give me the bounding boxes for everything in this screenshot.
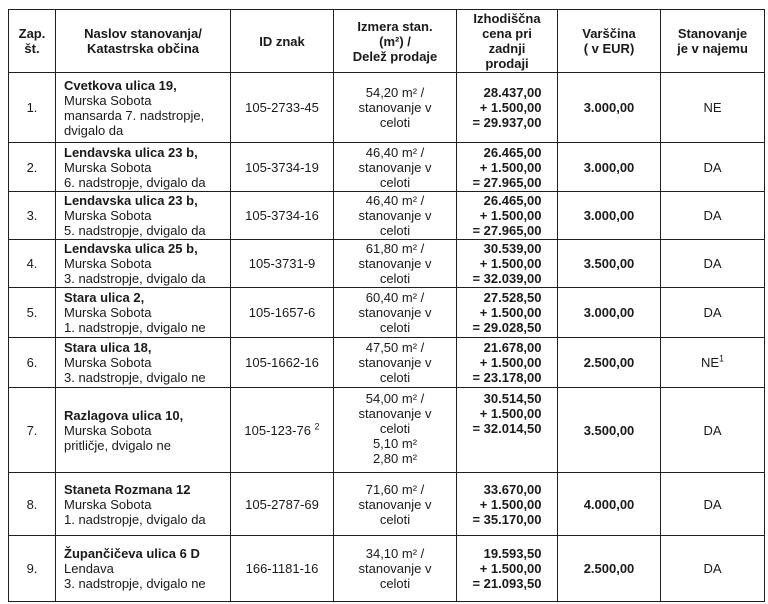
size-cell	[334, 192, 457, 240]
price-line: 27.528,50	[483, 290, 542, 305]
header-line: Naslov stanovanja/	[84, 26, 202, 41]
table-row	[9, 388, 765, 473]
header-line: (m²) /	[379, 33, 411, 49]
id-value: 105-3731-9	[248, 256, 316, 271]
address-line: dvigalo da	[64, 122, 124, 138]
address-line: Murska Sobota	[64, 422, 152, 438]
price-line: = 27.965,00	[472, 223, 542, 238]
size-line: celoti	[379, 320, 411, 335]
table-row	[9, 240, 765, 288]
deposit-cell	[558, 536, 661, 602]
row-number: 6.	[26, 355, 38, 370]
address-title: Župančičeva ulica 6 D	[64, 546, 200, 561]
table-row	[9, 536, 765, 602]
size-cell	[334, 388, 457, 473]
price-line: + 1.500,00	[479, 208, 542, 223]
header-line: Varščina	[582, 26, 636, 41]
deposit-cell	[558, 240, 661, 288]
price-block	[472, 85, 541, 130]
price-block	[472, 290, 541, 335]
row-number: 4.	[26, 256, 38, 271]
id-cell	[231, 288, 334, 338]
id-value: 105-123-76	[244, 422, 315, 438]
deposit-value: 3.500,00	[583, 256, 635, 271]
header-line: Katastrska občina	[87, 41, 199, 56]
size-line: stanovanje v	[358, 355, 432, 370]
row-number-cell	[9, 73, 56, 143]
size-line: 34,10 m² /	[365, 546, 425, 561]
address-title: Lendavska ulica 23 b,	[64, 144, 198, 160]
row-number-cell	[9, 473, 56, 536]
rented-value: DA	[703, 305, 722, 320]
table-header	[9, 10, 765, 73]
address-title: Cvetkova ulica 19,	[64, 77, 177, 93]
id-cell	[231, 473, 334, 536]
header-zap-st	[9, 10, 56, 73]
id-value: 105-1662-16	[245, 355, 319, 370]
size-line: 60,40 m² /	[365, 290, 425, 305]
address-line: 3. nadstropje, dvigalo ne	[64, 576, 206, 591]
price-line: = 29.937,00	[472, 115, 542, 130]
size-line: stanovanje v	[358, 496, 432, 512]
price-line: = 32.014,50	[472, 421, 542, 436]
rented-value: DA	[703, 561, 722, 576]
deposit-cell	[558, 73, 661, 143]
id-cell	[231, 338, 334, 388]
size-cell	[334, 73, 457, 143]
price-line: + 1.500,00	[479, 100, 542, 115]
header-line: ID znak	[259, 33, 305, 49]
size-cell	[334, 338, 457, 388]
address-cell	[56, 388, 231, 473]
price-block	[472, 340, 541, 385]
row-number-cell	[9, 288, 56, 338]
price-cell	[457, 288, 558, 338]
address-line: 3. nadstropje, dvigalo da	[64, 271, 206, 286]
size-line: celoti	[379, 370, 411, 385]
address-line: 5. nadstropje, dvigalo da	[64, 223, 206, 238]
size-line: 5,10 m²	[372, 436, 418, 451]
header-naslov	[56, 10, 231, 73]
address-cell	[56, 73, 231, 143]
size-line: stanovanje v	[358, 159, 432, 175]
rented-value: DA	[703, 422, 722, 438]
address-line: 1. nadstropje, dvigalo ne	[64, 320, 206, 335]
size-line: celoti	[379, 115, 411, 130]
price-cell	[457, 143, 558, 192]
rented-cell	[661, 288, 765, 338]
price-line: = 35.170,00	[472, 511, 542, 527]
row-number: 2.	[26, 159, 38, 175]
size-line: 71,60 m² /	[365, 481, 425, 497]
price-line: 33.670,00	[483, 481, 542, 497]
size-line: celoti	[379, 271, 411, 286]
size-cell	[334, 240, 457, 288]
header-line: zadnji	[488, 41, 526, 56]
row-number: 5.	[26, 305, 38, 320]
size-cell	[334, 536, 457, 602]
address-title: Staneta Rozmana 12	[64, 481, 191, 497]
header-line: prodaji	[485, 56, 529, 71]
address-title: Razlagova ulica 10,	[64, 407, 184, 423]
id-value: 105-3734-19	[245, 159, 319, 175]
header-line: cena pri	[482, 26, 532, 41]
size-line: 47,50 m² /	[365, 340, 425, 355]
price-line: = 27.965,00	[472, 174, 542, 190]
table-row	[9, 73, 765, 143]
size-line: celoti	[379, 174, 411, 190]
row-number-cell	[9, 192, 56, 240]
size-line: stanovanje v	[358, 561, 432, 576]
price-line: + 1.500,00	[479, 406, 542, 421]
id-cell	[231, 388, 334, 473]
row-number: 9.	[26, 561, 38, 576]
rented-cell	[661, 240, 765, 288]
table-row	[9, 192, 765, 240]
deposit-cell	[558, 388, 661, 473]
deposit-cell	[558, 288, 661, 338]
price-cell	[457, 192, 558, 240]
address-cell	[56, 473, 231, 536]
address-line: mansarda 7. nadstropje,	[64, 107, 205, 123]
row-number: 7.	[26, 422, 38, 438]
size-line: celoti	[379, 511, 411, 527]
deposit-cell	[558, 143, 661, 192]
address-line: Murska Sobota	[64, 92, 152, 108]
deposit-value: 2.500,00	[583, 561, 635, 576]
deposit-value: 2.500,00	[583, 355, 635, 370]
deposit-cell	[558, 473, 661, 536]
price-block	[472, 241, 541, 286]
header-line: Izhodiščna	[473, 11, 541, 26]
size-line: stanovanje v	[358, 208, 432, 223]
price-line: = 29.028,50	[472, 320, 542, 335]
size-line: 2,80 m²	[372, 451, 418, 466]
row-number: 8.	[26, 496, 38, 512]
price-block	[472, 193, 541, 238]
price-line: = 23.178,00	[472, 370, 542, 385]
size-line: 54,00 m² /	[365, 391, 425, 406]
address-line: Murska Sobota	[64, 305, 152, 320]
table-row	[9, 288, 765, 338]
id-cell	[231, 240, 334, 288]
rented-cell	[661, 73, 765, 143]
deposit-value: 3.000,00	[583, 208, 635, 223]
id-cell	[231, 143, 334, 192]
row-number-cell	[9, 388, 56, 473]
address-line: Lendava	[64, 561, 114, 576]
rented-value: NE	[700, 355, 720, 370]
header-najem	[661, 10, 765, 73]
address-cell	[56, 288, 231, 338]
rented-value: DA	[703, 208, 722, 223]
size-cell	[334, 288, 457, 338]
row-number: 1.	[26, 100, 38, 115]
id-value: 105-2733-45	[245, 100, 319, 115]
table-body	[9, 73, 765, 602]
header-izhodiscna-cena	[457, 10, 558, 73]
price-line: 30.539,00	[483, 241, 542, 256]
price-line: + 1.500,00	[479, 305, 542, 320]
size-line: celoti	[379, 421, 411, 436]
id-value: 105-2787-69	[245, 496, 319, 512]
address-cell	[56, 338, 231, 388]
row-number-cell	[9, 536, 56, 602]
address-cell	[56, 536, 231, 602]
id-cell	[231, 73, 334, 143]
address-line: Murska Sobota	[64, 496, 152, 512]
deposit-value: 3.000,00	[583, 100, 635, 115]
size-cell	[334, 473, 457, 536]
address-title: Lendavska ulica 23 b,	[64, 193, 198, 208]
address-line: Murska Sobota	[64, 355, 152, 370]
size-line: 46,40 m² /	[365, 193, 425, 208]
address-line: 3. nadstropje, dvigalo ne	[64, 370, 206, 385]
header-line: je v najemu	[677, 41, 748, 56]
address-cell	[56, 240, 231, 288]
price-line: 19.593,50	[483, 546, 542, 561]
header-line: Delež prodaje	[352, 48, 438, 64]
price-block	[472, 391, 541, 436]
size-line: celoti	[379, 223, 411, 238]
rented-cell	[661, 192, 765, 240]
size-line: stanovanje v	[358, 305, 432, 320]
price-block	[472, 546, 541, 591]
header-line: Zap.	[18, 26, 46, 41]
apartments-table	[8, 9, 765, 602]
row-number: 3.	[26, 208, 38, 223]
deposit-cell	[558, 338, 661, 388]
size-line: stanovanje v	[358, 256, 432, 271]
price-cell	[457, 473, 558, 536]
deposit-value: 3.000,00	[583, 305, 635, 320]
header-id-znak	[231, 10, 334, 73]
price-line: 26.465,00	[483, 144, 542, 160]
price-cell	[457, 536, 558, 602]
size-cell	[334, 143, 457, 192]
rented-cell	[661, 338, 765, 388]
id-cell	[231, 536, 334, 602]
address-line: Murska Sobota	[64, 208, 152, 223]
price-line: + 1.500,00	[479, 355, 542, 370]
price-line: + 1.500,00	[479, 256, 542, 271]
price-cell	[457, 240, 558, 288]
size-line: stanovanje v	[358, 100, 432, 115]
size-line: 61,80 m² /	[365, 241, 425, 256]
header-line: Izmera stan.	[357, 18, 433, 34]
price-cell	[457, 338, 558, 388]
price-block	[472, 145, 541, 190]
rented-value: DA	[703, 256, 722, 271]
address-line: 1. nadstropje, dvigalo da	[64, 511, 206, 527]
row-number-cell	[9, 240, 56, 288]
price-line: = 21.093,50	[472, 576, 542, 591]
row-number-cell	[9, 143, 56, 192]
table-row	[9, 338, 765, 388]
address-title: Stara ulica 2,	[64, 290, 145, 305]
deposit-value: 3.000,00	[583, 159, 635, 175]
table-row	[9, 473, 765, 536]
price-line: 26.465,00	[483, 193, 542, 208]
address-line: Murska Sobota	[64, 256, 152, 271]
header-izmera	[334, 10, 457, 73]
id-value: 166-1181-16	[245, 561, 319, 576]
table-header-row	[9, 10, 765, 73]
address-title: Lendavska ulica 25 b,	[64, 241, 198, 256]
header-line: ( v EUR)	[583, 41, 635, 56]
address-line: 6. nadstropje, dvigalo da	[64, 174, 206, 190]
rented-superscript: 1	[719, 353, 725, 364]
rented-value: DA	[703, 159, 722, 175]
price-line: = 32.039,00	[472, 271, 542, 286]
row-number-cell	[9, 338, 56, 388]
price-block	[472, 482, 541, 527]
id-superscript: 2	[314, 421, 320, 432]
price-line: 28.437,00	[483, 85, 542, 100]
deposit-value: 3.500,00	[583, 422, 635, 438]
price-cell	[457, 73, 558, 143]
header-varscina	[558, 10, 661, 73]
price-cell	[457, 388, 558, 473]
price-line: 30.514,50	[483, 391, 542, 406]
rented-value: DA	[703, 496, 722, 512]
size-line: 46,40 m² /	[365, 144, 425, 160]
price-line: + 1.500,00	[479, 159, 542, 175]
address-cell	[56, 143, 231, 192]
rented-value: NE	[703, 100, 722, 115]
price-line: + 1.500,00	[479, 561, 542, 576]
rented-cell	[661, 473, 765, 536]
size-line: celoti	[379, 576, 411, 591]
rented-cell	[661, 536, 765, 602]
price-line: + 1.500,00	[479, 496, 542, 512]
table-row	[9, 143, 765, 192]
id-value: 105-1657-6	[248, 305, 316, 320]
address-cell	[56, 192, 231, 240]
address-line: Murska Sobota	[64, 159, 152, 175]
header-line: Stanovanje	[677, 26, 748, 41]
rented-cell	[661, 143, 765, 192]
size-line: 54,20 m² /	[365, 85, 425, 100]
address-title: Stara ulica 18,	[64, 340, 152, 355]
id-cell	[231, 192, 334, 240]
address-line: pritličje, dvigalo ne	[64, 437, 171, 453]
deposit-value: 4.000,00	[583, 496, 635, 512]
deposit-cell	[558, 192, 661, 240]
rented-cell	[661, 388, 765, 473]
header-line: št.	[24, 41, 40, 56]
size-line: stanovanje v	[358, 406, 432, 421]
id-value: 105-3734-16	[245, 208, 319, 223]
price-line: 21.678,00	[483, 340, 542, 355]
